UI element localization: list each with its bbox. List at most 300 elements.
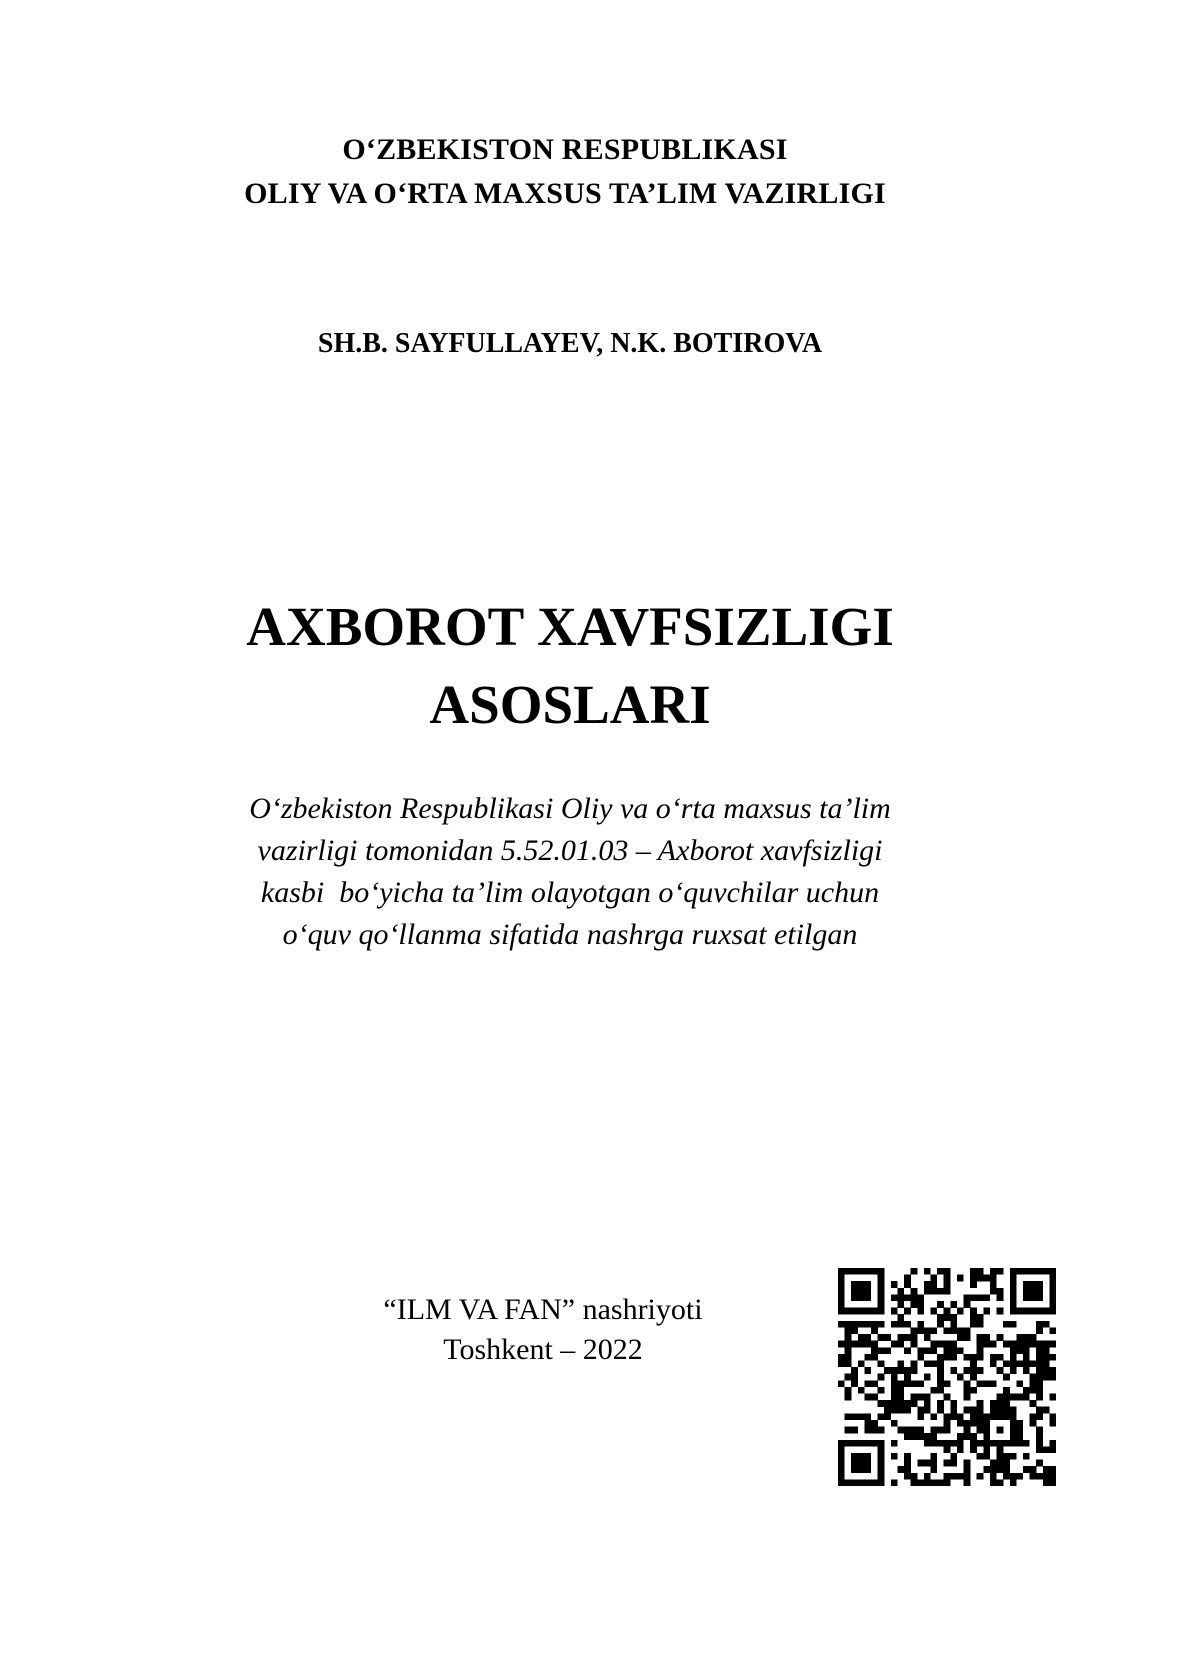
qr-module bbox=[858, 1341, 865, 1348]
qr-module bbox=[851, 1466, 858, 1473]
qr-module bbox=[871, 1308, 878, 1315]
qr-module bbox=[917, 1380, 924, 1387]
qr-module bbox=[1043, 1466, 1050, 1473]
qr-module bbox=[917, 1321, 924, 1328]
qr-module bbox=[983, 1294, 990, 1301]
qr-module bbox=[937, 1479, 944, 1486]
qr-module bbox=[1049, 1420, 1056, 1427]
qr-module bbox=[911, 1334, 918, 1341]
qr-module bbox=[864, 1334, 871, 1341]
qr-module bbox=[944, 1380, 951, 1387]
qr-module bbox=[1036, 1433, 1043, 1440]
qr-module bbox=[1030, 1334, 1037, 1341]
qr-module bbox=[1043, 1321, 1050, 1328]
qr-module bbox=[970, 1294, 977, 1301]
qr-module bbox=[1023, 1354, 1030, 1361]
qr-module bbox=[990, 1479, 997, 1486]
qr-module bbox=[1003, 1374, 1010, 1381]
qr-module bbox=[1030, 1281, 1037, 1288]
qr-module bbox=[871, 1394, 878, 1401]
qr-module bbox=[957, 1473, 964, 1480]
publisher-city-year: Toshkent – 2022 bbox=[443, 1333, 643, 1366]
qr-module bbox=[871, 1327, 878, 1334]
qr-module bbox=[858, 1460, 865, 1467]
qr-module bbox=[891, 1440, 898, 1447]
qr-module bbox=[1043, 1360, 1050, 1367]
qr-module bbox=[871, 1427, 878, 1434]
qr-module bbox=[990, 1473, 997, 1480]
qr-module bbox=[950, 1341, 957, 1348]
qr-module bbox=[864, 1466, 871, 1473]
qr-module bbox=[1036, 1268, 1043, 1275]
qr-module bbox=[930, 1288, 937, 1295]
qr-module bbox=[1016, 1440, 1023, 1447]
qr-module bbox=[871, 1479, 878, 1486]
qr-module bbox=[851, 1427, 858, 1434]
qr-module bbox=[1049, 1374, 1056, 1381]
qr-module bbox=[977, 1347, 984, 1354]
qr-module bbox=[1043, 1341, 1050, 1348]
qr-module bbox=[864, 1308, 871, 1315]
publisher-block bbox=[290, 1290, 796, 1370]
qr-module bbox=[838, 1288, 845, 1295]
qr-module bbox=[1036, 1407, 1043, 1414]
qr-module bbox=[930, 1275, 937, 1282]
qr-module bbox=[864, 1321, 871, 1328]
qr-module bbox=[878, 1413, 885, 1420]
qr-module bbox=[864, 1367, 871, 1374]
qr-module bbox=[937, 1374, 944, 1381]
qr-module bbox=[858, 1288, 865, 1295]
qr-module bbox=[964, 1479, 971, 1486]
qr-module bbox=[891, 1394, 898, 1401]
qr-module bbox=[964, 1427, 971, 1434]
qr-module bbox=[917, 1354, 924, 1361]
qr-module bbox=[950, 1367, 957, 1374]
qr-module bbox=[1036, 1413, 1043, 1420]
qr-module bbox=[845, 1394, 852, 1401]
qr-module bbox=[930, 1433, 937, 1440]
qr-module bbox=[997, 1440, 1004, 1447]
qr-module bbox=[878, 1360, 885, 1367]
qr-module bbox=[950, 1440, 957, 1447]
qr-module bbox=[878, 1460, 885, 1467]
qr-module bbox=[878, 1294, 885, 1301]
qr-module bbox=[950, 1314, 957, 1321]
qr-module bbox=[990, 1407, 997, 1414]
qr-module bbox=[864, 1420, 871, 1427]
qr-module bbox=[858, 1334, 865, 1341]
qr-module bbox=[990, 1354, 997, 1361]
qr-module bbox=[897, 1427, 904, 1434]
qr-module bbox=[884, 1400, 891, 1407]
qr-module bbox=[864, 1394, 871, 1401]
qr-module bbox=[904, 1374, 911, 1381]
qr-module bbox=[924, 1473, 931, 1480]
qr-module bbox=[977, 1453, 984, 1460]
qr-module bbox=[983, 1334, 990, 1341]
qr-module bbox=[851, 1281, 858, 1288]
qr-module bbox=[864, 1453, 871, 1460]
qr-module bbox=[845, 1387, 852, 1394]
qr-module bbox=[838, 1360, 845, 1367]
qr-module bbox=[1016, 1347, 1023, 1354]
qr-module bbox=[1036, 1367, 1043, 1374]
qr-module bbox=[997, 1427, 1004, 1434]
qr-module bbox=[990, 1466, 997, 1473]
qr-module bbox=[977, 1473, 984, 1480]
qr-module bbox=[970, 1387, 977, 1394]
qr-module bbox=[1036, 1308, 1043, 1315]
qr-module bbox=[1036, 1327, 1043, 1334]
qr-module bbox=[1036, 1460, 1043, 1467]
qr-module bbox=[845, 1308, 852, 1315]
qr-module bbox=[1016, 1473, 1023, 1480]
qr-module bbox=[871, 1341, 878, 1348]
qr-module bbox=[878, 1453, 885, 1460]
qr-module bbox=[891, 1407, 898, 1414]
qr-module bbox=[1030, 1288, 1037, 1295]
qr-module bbox=[911, 1294, 918, 1301]
qr-module bbox=[871, 1321, 878, 1328]
qr-module bbox=[977, 1314, 984, 1321]
qr-module bbox=[930, 1440, 937, 1447]
qr-module bbox=[983, 1275, 990, 1282]
qr-module bbox=[930, 1327, 937, 1334]
qr-module bbox=[904, 1453, 911, 1460]
qr-module bbox=[891, 1341, 898, 1348]
qr-module bbox=[944, 1413, 951, 1420]
qr-module bbox=[1016, 1394, 1023, 1401]
qr-module bbox=[851, 1367, 858, 1374]
qr-module bbox=[858, 1294, 865, 1301]
qr-module bbox=[1036, 1347, 1043, 1354]
qr-module bbox=[1049, 1327, 1056, 1334]
qr-module bbox=[1030, 1341, 1037, 1348]
qr-module bbox=[878, 1281, 885, 1288]
qr-module bbox=[950, 1473, 957, 1480]
qr-module bbox=[897, 1301, 904, 1308]
qr-module bbox=[878, 1308, 885, 1315]
qr-module bbox=[911, 1479, 918, 1486]
qr-module bbox=[858, 1479, 865, 1486]
qr-module bbox=[1023, 1367, 1030, 1374]
qr-module bbox=[1036, 1354, 1043, 1361]
qr-module bbox=[858, 1308, 865, 1315]
approval-line-3: kasbi bo‘yicha ta’lim olayotgan o‘quvchilar uchun bbox=[260, 876, 880, 909]
qr-module bbox=[937, 1367, 944, 1374]
qr-module bbox=[1049, 1268, 1056, 1275]
qr-module bbox=[917, 1433, 924, 1440]
qr-module bbox=[977, 1294, 984, 1301]
qr-module bbox=[1010, 1354, 1017, 1361]
qr-module bbox=[851, 1327, 858, 1334]
qr-module bbox=[878, 1446, 885, 1453]
qr-module bbox=[1010, 1321, 1017, 1328]
qr-module bbox=[878, 1334, 885, 1341]
qr-module bbox=[1010, 1347, 1017, 1354]
qr-module bbox=[944, 1354, 951, 1361]
qr-module bbox=[1049, 1367, 1056, 1374]
qr-module bbox=[944, 1275, 951, 1282]
qr-module bbox=[904, 1321, 911, 1328]
qr-module bbox=[897, 1334, 904, 1341]
qr-module bbox=[977, 1334, 984, 1341]
qr-module bbox=[917, 1413, 924, 1420]
ministry-line-1: O‘ZBEKISTON RESPUBLIKASI bbox=[342, 133, 788, 166]
qr-module bbox=[838, 1281, 845, 1288]
qr-module bbox=[997, 1407, 1004, 1414]
qr-module bbox=[964, 1294, 971, 1301]
qr-module bbox=[970, 1367, 977, 1374]
qr-module bbox=[970, 1321, 977, 1328]
qr-module bbox=[1036, 1380, 1043, 1387]
qr-module bbox=[983, 1341, 990, 1348]
qr-module bbox=[851, 1308, 858, 1315]
qr-module bbox=[911, 1327, 918, 1334]
qr-module bbox=[937, 1360, 944, 1367]
qr-module bbox=[1043, 1347, 1050, 1354]
qr-module bbox=[997, 1367, 1004, 1374]
qr-module bbox=[1016, 1427, 1023, 1434]
qr-module bbox=[1030, 1380, 1037, 1387]
qr-module bbox=[1010, 1301, 1017, 1308]
qr-module bbox=[838, 1341, 845, 1348]
qr-module bbox=[1036, 1288, 1043, 1295]
qr-module bbox=[1023, 1466, 1030, 1473]
qr-module bbox=[904, 1367, 911, 1374]
qr-module bbox=[964, 1301, 971, 1308]
qr-module bbox=[1049, 1294, 1056, 1301]
qr-module bbox=[878, 1347, 885, 1354]
qr-module bbox=[851, 1440, 858, 1447]
qr-module bbox=[878, 1440, 885, 1447]
qr-module bbox=[1010, 1433, 1017, 1440]
qr-module bbox=[944, 1440, 951, 1447]
qr-module bbox=[957, 1308, 964, 1315]
qr-module bbox=[1036, 1294, 1043, 1301]
qr-module bbox=[1036, 1446, 1043, 1453]
qr-module bbox=[845, 1327, 852, 1334]
qr-module bbox=[1049, 1473, 1056, 1480]
qr-module bbox=[1010, 1413, 1017, 1420]
ministry-line-2: OLIY VA O‘RTA MAXSUS TA’LIM VAZIRLIGI bbox=[244, 177, 886, 210]
qr-module bbox=[977, 1341, 984, 1348]
title-line-2: ASOSLARI bbox=[429, 674, 711, 735]
qr-module bbox=[904, 1308, 911, 1315]
qr-module bbox=[858, 1387, 865, 1394]
qr-module bbox=[845, 1374, 852, 1381]
qr-module bbox=[1049, 1466, 1056, 1473]
qr-module bbox=[838, 1473, 845, 1480]
qr-module bbox=[1010, 1308, 1017, 1315]
qr-module bbox=[891, 1479, 898, 1486]
qr-module bbox=[911, 1341, 918, 1348]
qr-module bbox=[851, 1479, 858, 1486]
qr-module bbox=[990, 1341, 997, 1348]
qr-module bbox=[970, 1433, 977, 1440]
qr-module bbox=[845, 1440, 852, 1447]
qr-module bbox=[838, 1466, 845, 1473]
qr-module bbox=[983, 1466, 990, 1473]
qr-module bbox=[1010, 1367, 1017, 1374]
qr-module bbox=[924, 1327, 931, 1334]
qr-module bbox=[1030, 1360, 1037, 1367]
qr-module bbox=[970, 1374, 977, 1381]
qr-module bbox=[977, 1427, 984, 1434]
qr-module bbox=[838, 1479, 845, 1486]
qr-module bbox=[950, 1400, 957, 1407]
qr-module bbox=[1003, 1407, 1010, 1414]
qr-module bbox=[1030, 1473, 1037, 1480]
qr-module bbox=[970, 1314, 977, 1321]
qr-module bbox=[851, 1268, 858, 1275]
qr-module bbox=[997, 1268, 1004, 1275]
qr-module bbox=[997, 1288, 1004, 1295]
qr-module bbox=[1003, 1460, 1010, 1467]
qr-module bbox=[871, 1420, 878, 1427]
qr-module bbox=[845, 1321, 852, 1328]
qr-module bbox=[1043, 1354, 1050, 1361]
qr-module bbox=[1016, 1268, 1023, 1275]
qr-module bbox=[930, 1341, 937, 1348]
qr-module bbox=[964, 1387, 971, 1394]
qr-module bbox=[851, 1380, 858, 1387]
qr-module bbox=[964, 1327, 971, 1334]
qr-module bbox=[851, 1321, 858, 1328]
qr-module bbox=[1036, 1473, 1043, 1480]
qr-module bbox=[1030, 1268, 1037, 1275]
qr-module bbox=[897, 1387, 904, 1394]
qr-module bbox=[997, 1294, 1004, 1301]
qr-module bbox=[911, 1288, 918, 1295]
qr-module bbox=[1049, 1281, 1056, 1288]
qr-module bbox=[1023, 1294, 1030, 1301]
qr-module bbox=[924, 1288, 931, 1295]
qr-module bbox=[911, 1380, 918, 1387]
qr-module bbox=[957, 1275, 964, 1282]
qr-module bbox=[878, 1387, 885, 1394]
qr-module bbox=[950, 1413, 957, 1420]
qr-module bbox=[937, 1400, 944, 1407]
qr-module bbox=[904, 1380, 911, 1387]
qr-module bbox=[878, 1466, 885, 1473]
qr-module bbox=[1003, 1360, 1010, 1367]
qr-module bbox=[1023, 1453, 1030, 1460]
qr-module bbox=[897, 1407, 904, 1414]
qr-module bbox=[904, 1407, 911, 1414]
qr-module bbox=[858, 1453, 865, 1460]
qr-module bbox=[970, 1308, 977, 1315]
qr-module bbox=[884, 1347, 891, 1354]
qr-module bbox=[1049, 1275, 1056, 1282]
qr-module bbox=[957, 1347, 964, 1354]
qr-module bbox=[924, 1440, 931, 1447]
qr-module bbox=[904, 1427, 911, 1434]
qr-module bbox=[917, 1294, 924, 1301]
qr-module bbox=[878, 1479, 885, 1486]
qr-module bbox=[937, 1440, 944, 1447]
qr-module bbox=[983, 1308, 990, 1315]
qr-module bbox=[838, 1460, 845, 1467]
qr-module bbox=[845, 1427, 852, 1434]
qr-module bbox=[884, 1367, 891, 1374]
qr-module bbox=[878, 1301, 885, 1308]
qr-module bbox=[944, 1446, 951, 1453]
qr-module bbox=[964, 1380, 971, 1387]
qr-module bbox=[871, 1268, 878, 1275]
qr-module bbox=[983, 1420, 990, 1427]
qr-module bbox=[930, 1427, 937, 1434]
qr-module bbox=[990, 1275, 997, 1282]
qr-module bbox=[917, 1308, 924, 1315]
qr-module bbox=[957, 1440, 964, 1447]
qr-module bbox=[937, 1301, 944, 1308]
qr-module bbox=[845, 1479, 852, 1486]
qr-module bbox=[1030, 1466, 1037, 1473]
qr-module bbox=[911, 1400, 918, 1407]
qr-module bbox=[891, 1420, 898, 1427]
qr-module bbox=[944, 1268, 951, 1275]
qr-module bbox=[851, 1341, 858, 1348]
qr-module bbox=[891, 1374, 898, 1381]
qr-module bbox=[838, 1268, 845, 1275]
qr-module bbox=[997, 1453, 1004, 1460]
qr-module bbox=[997, 1466, 1004, 1473]
qr-module bbox=[878, 1473, 885, 1480]
qr-module bbox=[1036, 1387, 1043, 1394]
qr-module bbox=[1043, 1367, 1050, 1374]
qr-module bbox=[944, 1420, 951, 1427]
qr-module bbox=[930, 1281, 937, 1288]
qr-module bbox=[904, 1281, 911, 1288]
qr-module bbox=[1049, 1308, 1056, 1315]
qr-module bbox=[1049, 1479, 1056, 1486]
qr-module bbox=[878, 1288, 885, 1295]
ministry-heading bbox=[0, 128, 1130, 216]
qr-module bbox=[950, 1453, 957, 1460]
qr-module bbox=[1036, 1440, 1043, 1447]
qr-module bbox=[897, 1380, 904, 1387]
qr-module bbox=[858, 1281, 865, 1288]
qr-module bbox=[911, 1394, 918, 1401]
qr-module bbox=[904, 1473, 911, 1480]
qr-module bbox=[944, 1314, 951, 1321]
qr-module bbox=[845, 1341, 852, 1348]
qr-module bbox=[977, 1420, 984, 1427]
qr-module bbox=[937, 1354, 944, 1361]
qr-module bbox=[871, 1440, 878, 1447]
qr-module bbox=[1030, 1387, 1037, 1394]
qr-module bbox=[957, 1327, 964, 1334]
qr-module bbox=[970, 1268, 977, 1275]
qr-module bbox=[964, 1466, 971, 1473]
qr-module bbox=[930, 1460, 937, 1467]
qr-module bbox=[997, 1334, 1004, 1341]
qr-module bbox=[970, 1407, 977, 1414]
qr-module bbox=[851, 1453, 858, 1460]
qr-module bbox=[917, 1394, 924, 1401]
qr-module bbox=[944, 1460, 951, 1467]
qr-module bbox=[845, 1268, 852, 1275]
qr-module bbox=[930, 1360, 937, 1367]
qr-module bbox=[997, 1394, 1004, 1401]
qr-module bbox=[1049, 1446, 1056, 1453]
qr-module bbox=[917, 1327, 924, 1334]
qr-module bbox=[964, 1394, 971, 1401]
qr-module bbox=[884, 1334, 891, 1341]
qr-module bbox=[944, 1308, 951, 1315]
